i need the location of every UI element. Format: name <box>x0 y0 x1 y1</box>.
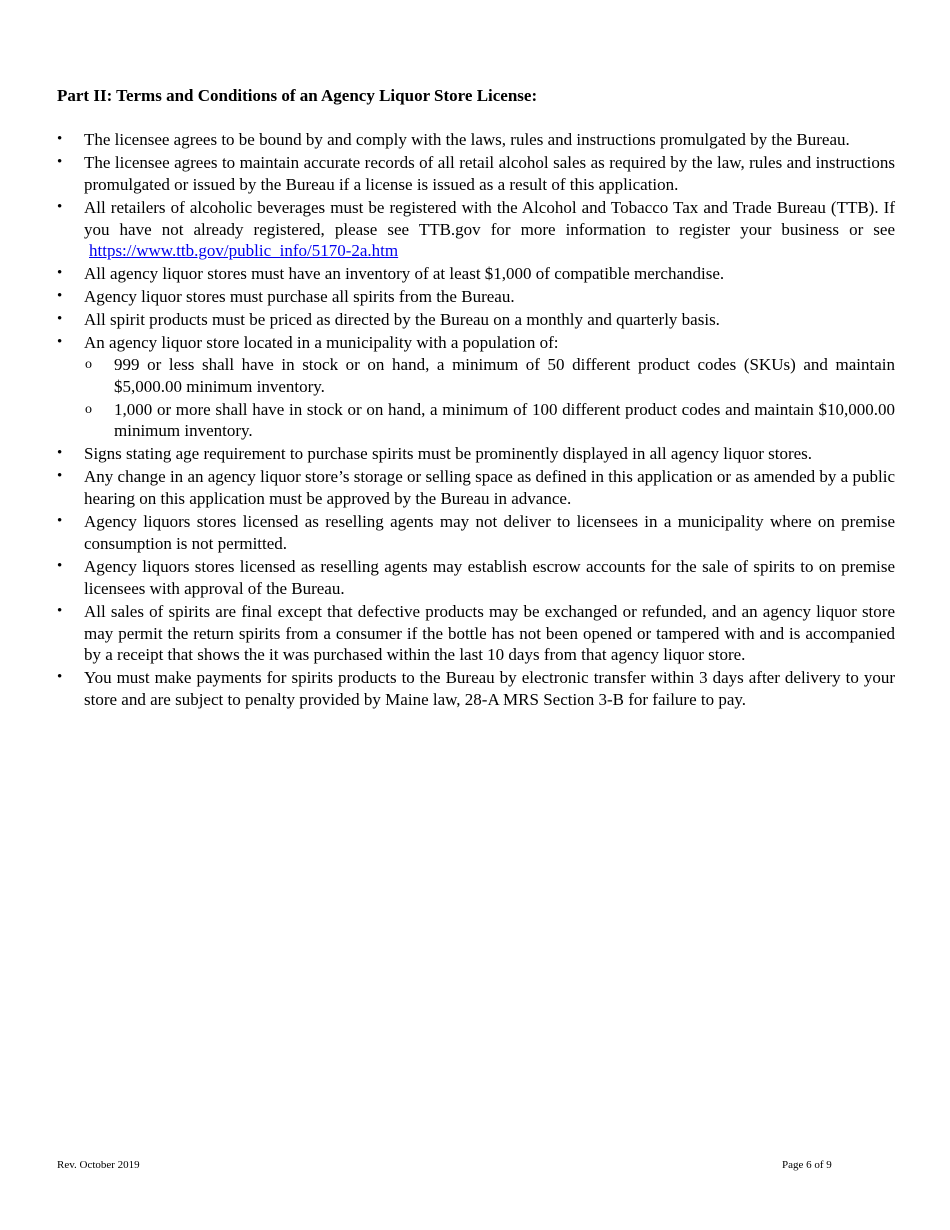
list-item <box>57 667 895 711</box>
list-item <box>57 511 895 555</box>
bullet-icon: • <box>57 265 63 282</box>
bullet-icon: • <box>57 153 63 170</box>
sub-list-item <box>57 399 895 443</box>
term-text: Agency liquor stores must purchase all spirits from the Bureau. <box>84 287 515 307</box>
term-text: All sales of spirits are final except that defective products may be exchanged or refunded, and an agency liquor store may permit the return spirits from a consumer if the bottle has not been opened or tampered with and is accompanied by a receipt that shows the it was purchased within the last 10 days from that agency liquor store. <box>84 601 895 665</box>
list-item <box>57 556 895 600</box>
term-text: The licensee agrees to be bound by and comply with the laws, rules and instructions promulgated by the Bureau. <box>84 130 850 149</box>
list-item <box>57 197 895 262</box>
list-item <box>57 443 895 465</box>
terms-list <box>57 129 895 712</box>
term-text: Signs stating age requirement to purchase spirits must be prominently displayed in all agency liquor stores. <box>84 444 813 464</box>
bullet-icon: • <box>57 288 63 305</box>
population-sub-list <box>57 354 895 442</box>
bullet-icon: • <box>57 131 63 147</box>
list-item <box>57 263 895 285</box>
term-text: Any change in an agency liquor store’s storage or selling space as defined in this application or as amended by a public hearing on this application must be approved by the Bureau in advance. <box>84 467 895 509</box>
term-text: You must make payments for spirits products to the Bureau by electronic transfer within 3 days after delivery to your store and are subject to penalty provided by Maine law, 28-A MRS Section 3-B for failure to pay. <box>84 668 895 710</box>
revision-date: Rev. October 2019 <box>57 1159 140 1171</box>
sub-term-text: 999 or less shall have in stock or on hand, a minimum of 50 different product codes (SKUs) and maintain $5,000.00 minimum inventory. <box>114 355 895 396</box>
list-item <box>57 152 895 196</box>
bullet-icon: • <box>57 513 63 530</box>
hollow-bullet-icon: o <box>85 357 92 373</box>
ttb-registration-link[interactable]: https://www.ttb.gov/public_info/5170-2a.htm <box>89 241 399 261</box>
term-text: Agency liquors stores licensed as reselling agents may establish escrow accounts for the sale of spirits to on premise licensees with approval of the Bureau. <box>84 557 895 598</box>
list-item <box>57 332 895 442</box>
sub-list-item <box>57 354 895 398</box>
term-text: An agency liquor store located in a municipality with a population of: <box>84 333 559 353</box>
list-item <box>57 601 895 666</box>
term-text: All spirit products must be priced as directed by the Bureau on a monthly and quarterly basis. <box>84 310 720 330</box>
term-text: The licensee agrees to maintain accurate records of all retail alcohol sales as required by the law, rules and instructions promulgated or issued by the Bureau if a license is issued as a result of this application. <box>84 152 895 194</box>
page-number: Page 6 of 9 <box>782 1159 832 1171</box>
bullet-icon: • <box>57 445 63 462</box>
term-text: Agency liquors stores licensed as reselling agents may not deliver to licensees in a municipality where on premise consumption is not permitted. <box>84 512 895 554</box>
list-item <box>57 286 895 308</box>
bullet-icon: • <box>57 558 63 575</box>
bullet-icon: • <box>57 198 63 215</box>
bullet-icon: • <box>57 468 63 485</box>
term-text: All agency liquor stores must have an inventory of at least $1,000 of compatible merchandise. <box>84 264 725 284</box>
list-item <box>57 466 895 510</box>
hollow-bullet-icon: o <box>85 401 92 417</box>
page-title: Part II: Terms and Conditions of an Agency Liquor Store License: <box>57 86 538 105</box>
bullet-icon: • <box>57 602 63 619</box>
term-text: All retailers of alcoholic beverages must be registered with the Alcohol and Tobacco Tax and Trade Bureau (TTB). If you have not already registered, please see TTB.gov for more information to register your business or see <box>84 197 895 239</box>
list-item <box>57 129 895 151</box>
bullet-icon: • <box>57 311 63 328</box>
sub-term-text: 1,000 or more shall have in stock or on hand, a minimum of 100 different product codes and maintain $10,000.00 minimum inventory. <box>114 399 895 441</box>
list-item <box>57 309 895 331</box>
bullet-icon: • <box>57 669 63 686</box>
bullet-icon: • <box>57 334 63 351</box>
